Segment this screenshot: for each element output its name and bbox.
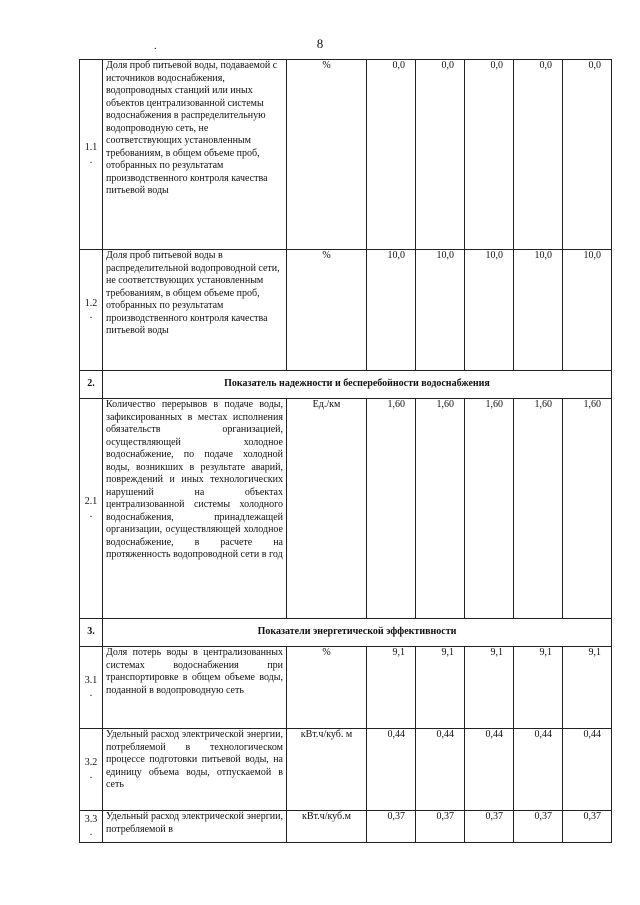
value-cell: 10,0 [416, 250, 465, 371]
value-cell: 0,44 [465, 729, 514, 811]
row-number: 2.1 . [80, 399, 103, 619]
value-cell: 0,44 [367, 729, 416, 811]
value-cell: 1,60 [514, 399, 563, 619]
table-row [80, 399, 612, 619]
value-cell: 9,1 [367, 647, 416, 729]
value-cell: 0,0 [514, 60, 563, 250]
section-number: 3. [80, 619, 103, 647]
value-cell: 0,0 [416, 60, 465, 250]
value-cell: 1,60 [465, 399, 514, 619]
unit-cell: кВт.ч/куб.м [287, 811, 367, 843]
table-row [80, 60, 612, 250]
indicator-description: Удельный расход электрической энергии, потребляемой в технологическом процессе подготовки питьевой воды, на единицу объема воды, отпускаемой в сеть [103, 729, 287, 811]
indicator-description: Доля проб питьевой воды в распределительной водопроводной сети, не соответствующих установленным требованиям, в общем объеме проб, отобранных по результатам производственного контроля качества питьевой воды [103, 250, 287, 371]
value-cell: 0,44 [416, 729, 465, 811]
section-row [80, 619, 612, 647]
value-cell: 9,1 [465, 647, 514, 729]
row-number: 3.1 . [80, 647, 103, 729]
section-row [80, 371, 612, 399]
indicator-description: Доля проб питьевой воды, подаваемой с источников водоснабжения, водопроводных станций или иных объектов централизованной системы водоснабжения в распределительную водопроводную сеть, не соответствующих установленным требованиям, в общем объеме проб, отобранных по результатам производственного контроля качества питьевой воды [103, 60, 287, 250]
value-cell: 1,60 [416, 399, 465, 619]
value-cell: 0,44 [514, 729, 563, 811]
section-title: Показатели энергетической эффективности [103, 619, 612, 647]
value-cell: 1,60 [367, 399, 416, 619]
value-cell: 0,37 [416, 811, 465, 843]
table-row [80, 250, 612, 371]
section-number: 2. [80, 371, 103, 399]
row-number: 3.2 . [80, 729, 103, 811]
unit-cell: кВт.ч/куб. м [287, 729, 367, 811]
indicator-description: Количество перерывов в подаче воды, зафиксированных в местах исполнения обязательств организацией, осуществляющей холодное водоснабжение, по подаче холодной воды, возникших в результате аварий, повреждений и иных технологических нарушений на объектах централизованной системы холодного водоснабжения, принадлежащей организации, осуществляющей холодное водоснабжение, в расчете на протяженность водопроводной сети в год [103, 399, 287, 619]
indicator-description: Удельный расход электрической энергии, потребляемой в [103, 811, 287, 843]
value-cell: 0,0 [367, 60, 416, 250]
value-cell: 10,0 [514, 250, 563, 371]
value-cell: 9,1 [416, 647, 465, 729]
indicator-description: Доля потерь воды в централизованных системах водоснабжения при транспортировке в общем объеме воды, поданной в водопроводную сеть [103, 647, 287, 729]
row-number: 1.2 . [80, 250, 103, 371]
value-cell: 10,0 [367, 250, 416, 371]
row-number: 1.1 . [80, 60, 103, 250]
unit-cell: % [287, 647, 367, 729]
value-cell: 0,37 [465, 811, 514, 843]
value-cell: 0,37 [367, 811, 416, 843]
unit-cell: % [287, 250, 367, 371]
row-number: 3.3 . [80, 811, 103, 843]
value-cell: 9,1 [514, 647, 563, 729]
indicators-table [79, 59, 612, 843]
section-title: Показатель надежности и бесперебойности водоснабжения [103, 371, 612, 399]
page-number: 8 [316, 36, 324, 51]
page-mark: . [154, 40, 157, 52]
value-cell: 0,44 [563, 729, 612, 811]
unit-cell: % [287, 60, 367, 250]
value-cell: 10,0 [563, 250, 612, 371]
value-cell: 10,0 [465, 250, 514, 371]
table-row [80, 811, 612, 843]
unit-cell: Ед./км [287, 399, 367, 619]
value-cell: 0,0 [563, 60, 612, 250]
value-cell: 0,37 [514, 811, 563, 843]
value-cell: 1,60 [563, 399, 612, 619]
table-row [80, 729, 612, 811]
value-cell: 9,1 [563, 647, 612, 729]
value-cell: 0,0 [465, 60, 514, 250]
table-row [80, 647, 612, 729]
value-cell: 0,37 [563, 811, 612, 843]
